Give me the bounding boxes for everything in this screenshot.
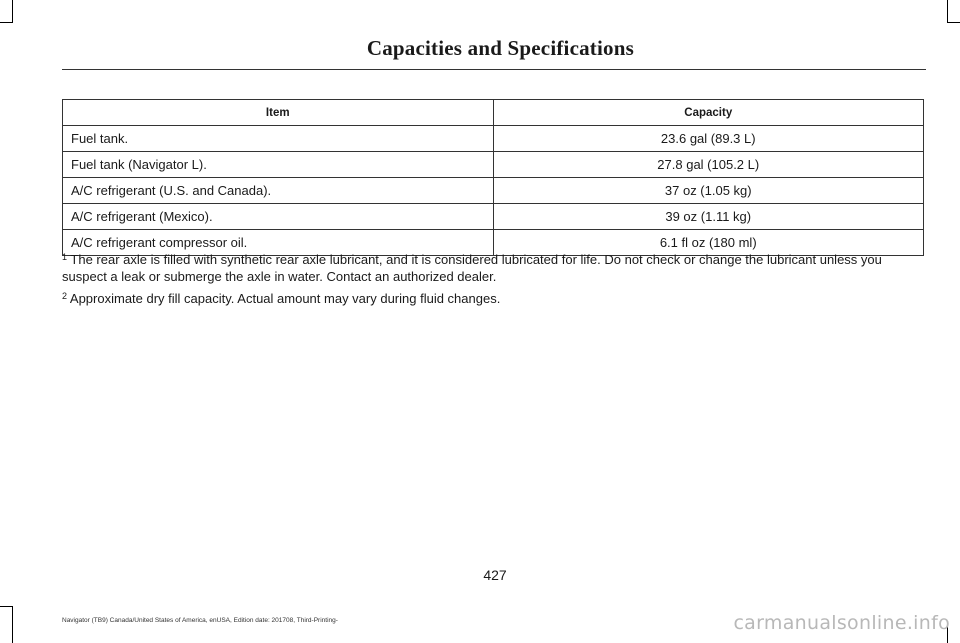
table-row xyxy=(63,178,924,204)
capacity-cell: 37 oz (1.05 kg) xyxy=(493,178,924,204)
edition-footer: Navigator (TB9) Canada/United States of America, enUSA, Edition date: 201708, Third-Printing- xyxy=(62,617,338,624)
header-divider xyxy=(62,69,926,70)
page-title: Capacities and Specifications xyxy=(366,36,634,60)
footnote-text: Approximate dry fill capacity. Actual amount may vary during fluid changes. xyxy=(67,291,501,306)
footnotes xyxy=(62,251,928,312)
footnote-marker: 2 xyxy=(62,291,68,301)
crop-mark-top-left-horizontal xyxy=(0,22,13,23)
capacities-table xyxy=(62,99,924,256)
footnote-marker: 1 xyxy=(62,252,68,262)
item-cell: A/C refrigerant (Mexico). xyxy=(63,204,494,230)
table-header-row xyxy=(63,100,924,126)
crop-mark-top-right-vertical xyxy=(947,0,948,22)
capacity-cell: 39 oz (1.11 kg) xyxy=(493,204,924,230)
item-cell: A/C refrigerant compressor oil. xyxy=(63,230,494,256)
footnote-text: The rear axle is filled with synthetic rear axle lubricant, and it is considered lubricated for life. Do not check or change the lubricant unless you suspect a leak or submerge the axle in water. Contact an authorized dealer. xyxy=(62,252,882,284)
footnote-1 xyxy=(62,251,928,285)
crop-mark-bottom-left-horizontal xyxy=(0,606,13,607)
crop-mark-top-right-horizontal xyxy=(947,22,960,23)
table-row xyxy=(63,126,924,152)
footnote-2 xyxy=(62,290,928,307)
item-cell: A/C refrigerant (U.S. and Canada). xyxy=(63,178,494,204)
column-header-item: Item xyxy=(63,100,494,126)
watermark: carmanualsonline.info xyxy=(733,612,950,634)
table-row xyxy=(63,204,924,230)
table-row xyxy=(63,152,924,178)
capacity-cell: 23.6 gal (89.3 L) xyxy=(493,126,924,152)
capacity-cell: 6.1 fl oz (180 ml) xyxy=(493,230,924,256)
crop-mark-bottom-left-vertical xyxy=(12,606,13,643)
item-cell: Fuel tank. xyxy=(63,126,494,152)
item-cell: Fuel tank (Navigator L). xyxy=(63,152,494,178)
page-number: 427 xyxy=(483,567,507,583)
crop-mark-top-left-vertical xyxy=(12,0,13,22)
column-header-capacity: Capacity xyxy=(493,100,924,126)
capacity-cell: 27.8 gal (105.2 L) xyxy=(493,152,924,178)
